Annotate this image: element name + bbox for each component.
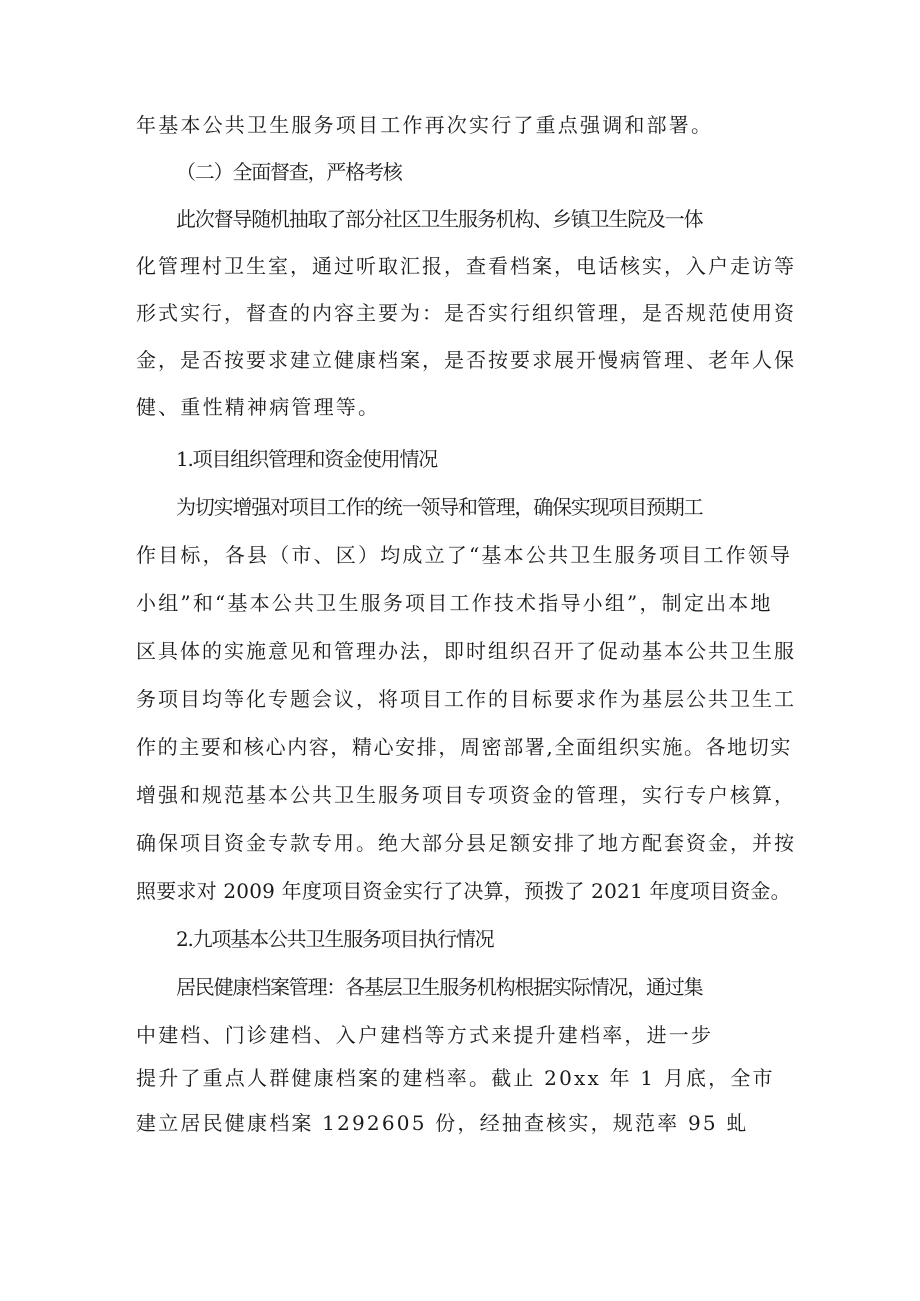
text-line-17: 照要求对 2009 年度项目资金实行了决算，预拨了 2021 年度项目资金。 xyxy=(136,879,791,903)
text-line-13: 务项目均等化专题会议，将项目工作的目标要求作为基层公共卫生工 xyxy=(136,687,796,711)
text-line-21: 提升了重点人群健康档案的建档率。截止 20xx 年 1 月底，全市 xyxy=(136,1066,775,1090)
text-line-3: 此次督导随机抽取了部分社区卫生服务机构、乡镇卫生院及一体 xyxy=(176,207,703,231)
text-line-22: 建立居民健康档案 1292605 份，经抽查核实，规范率 95 虬 xyxy=(136,1111,749,1135)
text-line-11: 小组”和“基本公共卫生服务项目工作技术指导小组”，制定出本地 xyxy=(136,591,773,615)
text-line-14: 作的主要和核心内容，精心安排，周密部署,全面组织实施。各地切实 xyxy=(136,735,792,759)
section-heading-2: （二）全面督查，严格考核 xyxy=(176,160,402,184)
subheading-2: 2.九项基本公共卫生服务项目执行情况 xyxy=(176,927,494,951)
text-line-7: 健、重性精神病管理等。 xyxy=(136,395,381,419)
text-line-6: 金，是否按要求建立健康档案，是否按要求展开慢病管理、老年人保 xyxy=(136,348,796,372)
text-line-1: 年基本公共卫生服务项目工作再次实行了重点强调和部署。 xyxy=(136,113,714,137)
text-line-10: 作目标，各县（市、区）均成立了“基本公共卫生服务项目工作领导 xyxy=(136,543,793,567)
subheading-1: 1.项目组织管理和资金使用情况 xyxy=(176,447,438,471)
text-line-20: 中建档、门诊建档、入户建档等方式来提升建档率，进一步 xyxy=(136,1023,714,1047)
text-line-19: 居民健康档案管理：各基层卫生服务机构根据实际情况，通过集 xyxy=(176,975,703,999)
text-line-16: 确保项目资金专款专用。绝大部分县足额安排了地方配套资金，并按 xyxy=(136,831,796,855)
text-line-5: 形式实行，督查的内容主要为：是否实行组织管理，是否规范使用资 xyxy=(136,301,796,325)
text-line-9: 为切实增强对项目工作的统一领导和管理，确保实现项目预期工 xyxy=(176,495,703,519)
text-line-4: 化管理村卫生室，通过听取汇报，查看档案，电话核实，入户走访等 xyxy=(136,254,796,278)
text-line-12: 区具体的实施意见和管理办法，即时组织召开了促动基本公共卫生服 xyxy=(136,639,796,663)
text-line-15: 增强和规范基本公共卫生服务项目专项资金的管理，实行专户核算， xyxy=(136,783,796,807)
